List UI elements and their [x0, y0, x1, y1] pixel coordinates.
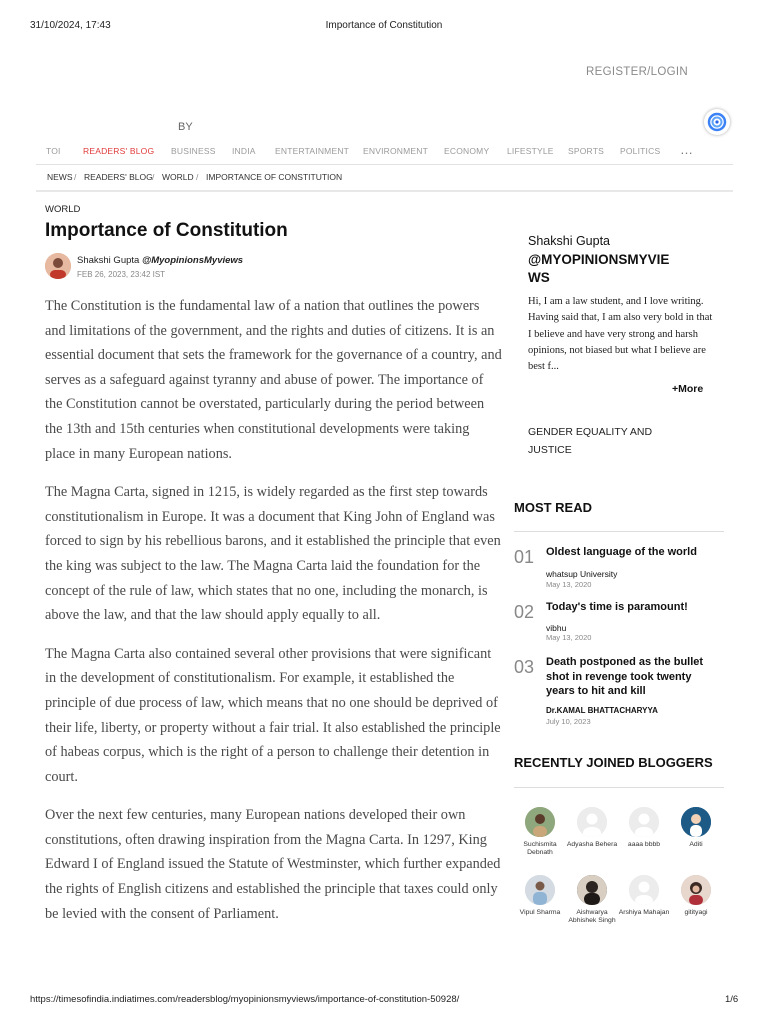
blogger-name[interactable]: Adyasha Behera — [566, 841, 618, 848]
author-card-tag[interactable] — [528, 423, 652, 459]
most-read-divider — [514, 531, 724, 532]
nav-politics[interactable]: POLITICS — [620, 146, 661, 156]
most-read-heading: MOST READ — [514, 500, 592, 515]
nav-sports[interactable]: SPORTS — [568, 146, 604, 156]
breadcrumb-separator: / — [152, 172, 155, 182]
author-card-name[interactable]: Shakshi Gupta — [528, 234, 610, 248]
blogger-card[interactable] — [510, 807, 570, 857]
default-user-icon — [629, 875, 659, 905]
nav-business[interactable]: BUSINESS — [171, 146, 216, 156]
blogger-card[interactable] — [666, 875, 726, 917]
blogger-card[interactable] — [614, 875, 674, 917]
most-read-author: Dr.KAMAL BHATTACHARYYA — [546, 706, 658, 715]
blogger-card[interactable] — [510, 875, 570, 917]
nav-toi[interactable]: TOI — [46, 146, 61, 156]
person-photo-icon — [525, 807, 555, 837]
blogger-name[interactable]: Vipul Sharma — [519, 909, 561, 916]
blogger-avatar[interactable] — [681, 807, 711, 837]
breadcrumb-current: IMPORTANCE OF CONSTITUTION — [206, 172, 343, 182]
person-photo-icon — [577, 875, 607, 905]
blogger-avatar[interactable] — [629, 807, 659, 837]
most-read-title[interactable]: Death postponed as the bullet shot in revenge took twenty years to hit and kill — [546, 656, 704, 697]
most-read-number: 02 — [514, 602, 535, 622]
author-card-handle[interactable] — [528, 251, 669, 287]
blogger-avatar[interactable] — [577, 807, 607, 837]
blogger-card[interactable] — [614, 807, 674, 849]
spiral-icon — [704, 109, 730, 135]
nav-more-icon[interactable]: … — [680, 142, 694, 157]
author-card-handle-line: WS — [528, 270, 550, 285]
blogger-card[interactable] — [562, 807, 622, 849]
nav-divider — [36, 164, 733, 165]
nav-environment[interactable]: ENVIRONMENT — [363, 146, 429, 156]
most-read-title[interactable]: Today's time is paramount! — [546, 601, 688, 613]
person-illustration-icon — [681, 807, 711, 837]
blogger-card[interactable] — [562, 875, 622, 925]
print-page-number: 1/6 — [725, 994, 739, 1005]
person-photo-icon — [681, 875, 711, 905]
breadcrumb-separator: / — [74, 172, 77, 182]
article-paragraph: The Constitution is the fundamental law of a nation that outlines the powers and limitations of the government, and the rights and duties of citizens. It is an essential document that sets the framework for the governance of a country, and serves as a safeguard against tyranny and abuse of power. The importance of the Constitution cannot be overstated, particularly during the period between the 13th and 15th centuries when constitutional developments were taking place in many European nations. — [45, 298, 502, 462]
byline-author[interactable]: Shakshi Gupta — [77, 255, 140, 266]
blogger-avatar[interactable] — [577, 875, 607, 905]
default-user-icon — [577, 807, 607, 837]
default-user-icon — [629, 807, 659, 837]
assistant-button[interactable] — [704, 109, 730, 135]
blogger-avatar[interactable] — [681, 875, 711, 905]
recent-bloggers-heading: RECENTLY JOINED BLOGGERS — [514, 755, 713, 770]
most-read-date: July 10, 2023 — [546, 717, 591, 726]
nav-economy[interactable]: ECONOMY — [444, 146, 490, 156]
nav-india[interactable]: INDIA — [232, 146, 256, 156]
print-url: https://timesofindia.indiatimes.com/readersblog/myopinionsmyviews/importance-of-constitution-50928/ — [30, 994, 460, 1005]
breadcrumb-readers-blog[interactable]: READERS' BLOG — [84, 172, 153, 182]
by-label: BY — [178, 121, 193, 133]
breadcrumb-separator: / — [196, 172, 199, 182]
author-avatar-icon — [45, 253, 71, 279]
most-read-number: 01 — [514, 547, 535, 567]
most-read-date: May 13, 2020 — [546, 633, 592, 642]
breadcrumb-world[interactable]: WORLD — [162, 172, 194, 182]
byline-handle[interactable]: @MyopinionsMyviews — [141, 255, 244, 266]
blogger-card[interactable] — [666, 807, 726, 849]
nav-entertainment[interactable]: ENTERTAINMENT — [275, 146, 350, 156]
register-login-link[interactable]: REGISTER/LOGIN — [586, 66, 688, 78]
blogger-name[interactable]: Suchismita Debnath — [523, 841, 557, 856]
blogger-name[interactable]: Aditi — [689, 841, 703, 848]
print-datetime: 31/10/2024, 17:43 — [30, 20, 111, 31]
author-card-tag-line: GENDER EQUALITY AND — [528, 426, 653, 438]
author-card-more-link[interactable]: +More — [672, 383, 704, 395]
person-photo-icon — [525, 875, 555, 905]
blogger-name[interactable]: Aishwarya Abhishek Singh — [568, 909, 616, 924]
article-title: Importance of Constitution — [45, 220, 288, 241]
author-card-tag-line: JUSTICE — [528, 444, 572, 456]
breadcrumb-news[interactable]: NEWS — [47, 172, 73, 182]
nav-lifestyle[interactable]: LIFESTYLE — [507, 146, 554, 156]
blogger-name[interactable]: gitityagi — [684, 909, 708, 916]
breadcrumb-divider — [36, 190, 733, 192]
most-read-author: whatsup University — [546, 569, 618, 579]
most-read-title[interactable]: Oldest language of the world — [546, 546, 697, 558]
article-date: FEB 26, 2023, 23:42 IST — [77, 270, 166, 279]
print-title: Importance of Constitution — [325, 20, 443, 31]
article-paragraph: The Magna Carta also contained several other provisions that were significant in the development of constitutionalism. For example, it established the principle of due process of law, which means that no one should be deprived of their life, liberty, or property without a fair trial. It also established the principle of habeas corpus, which is the right of a person to challenge their detention in court. — [45, 645, 501, 785]
blogger-name[interactable]: aaaa bbbb — [627, 841, 661, 848]
author-card-bio: Hi, I am a law student, and I love writing. Having said that, I am also very bold in that I believe and have very strong and harsh opinions, not biased but what I believe are best f... — [528, 296, 713, 373]
blogger-name[interactable]: Arshiya Mahajan — [618, 909, 670, 916]
byline — [77, 255, 243, 266]
blogger-avatar[interactable] — [525, 807, 555, 837]
article-category[interactable]: WORLD — [45, 204, 81, 215]
most-read-author: vibhu — [546, 623, 567, 633]
blogger-avatar[interactable] — [525, 875, 555, 905]
blogger-avatar[interactable] — [629, 875, 659, 905]
author-card-handle-line: @MYOPINIONSMYVIE — [528, 252, 670, 267]
article-paragraph: The Magna Carta, signed in 1215, is widely regarded as the first step towards constitutionalism in Europe. It was a document that King John of England was forced to sign by his rebellious barons, and it established the principle that even the king was subject to the law. The Magna Carta laid the foundation for the concept of the rule of law, which states that no one, including the monarch, is above the law, and that the law should apply equally to all. — [45, 484, 501, 624]
author-avatar[interactable] — [45, 253, 71, 279]
most-read-number: 03 — [514, 657, 535, 677]
article-paragraph: Over the next few centuries, many European nations developed their own constitutions, often drawing inspiration from the Magna Carta. In 1297, King Edward I of England issued the Statute of Westminster, which further expanded the rights of English citizens and established the principle that taxes could only be levied with the consent of Parliament. — [45, 807, 501, 922]
recent-bloggers-divider — [514, 787, 724, 788]
nav-readers-blog[interactable]: READERS' BLOG — [83, 146, 155, 156]
most-read-date: May 13, 2020 — [546, 580, 592, 589]
article-body — [45, 294, 503, 940]
